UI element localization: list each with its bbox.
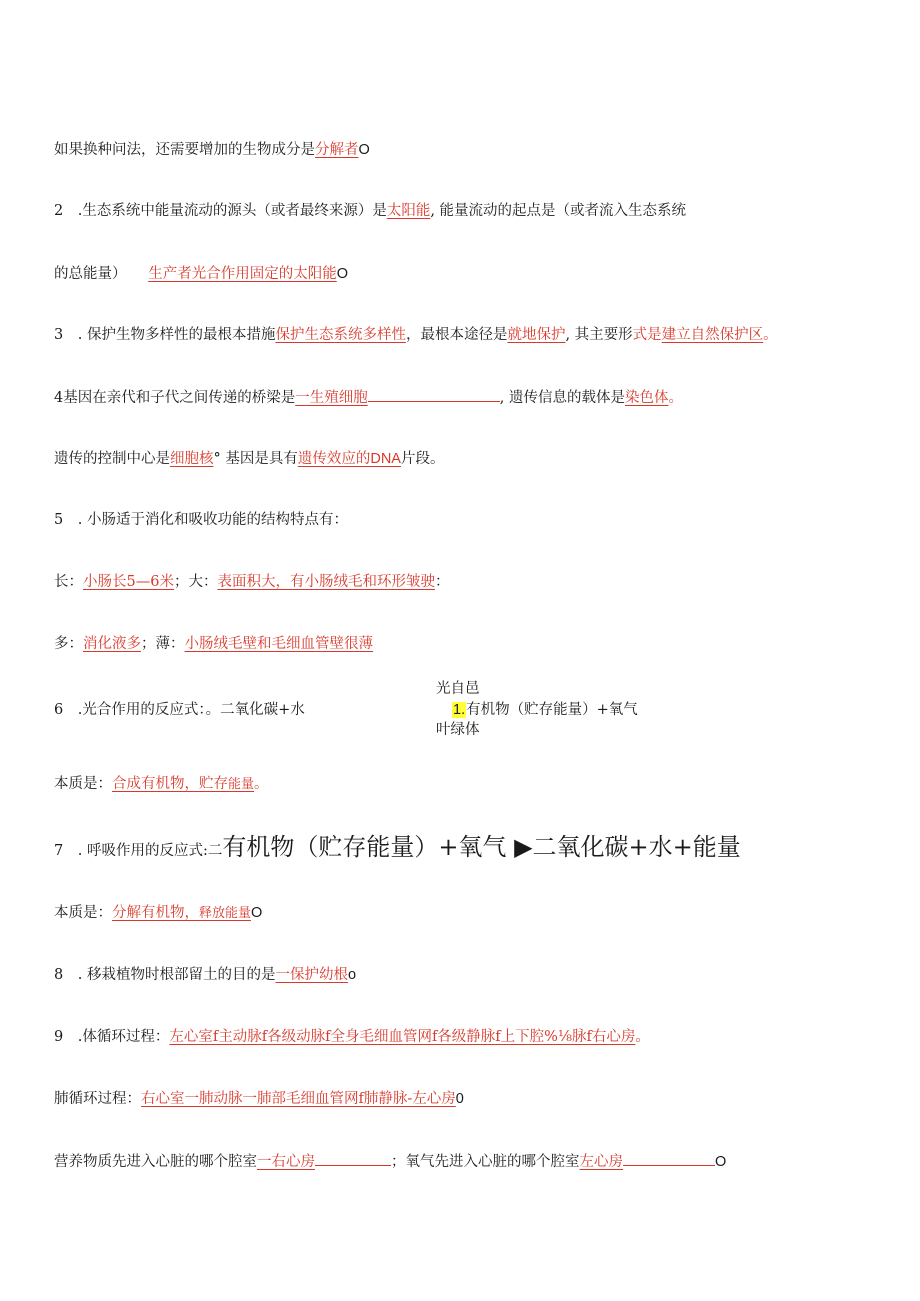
label-text: 长： xyxy=(54,574,83,590)
answer-text-2: 能量 xyxy=(228,776,255,791)
question-2-line-1 xyxy=(54,201,686,221)
question-text: 5 . 小肠适于消化和吸收功能的结构特点有： xyxy=(54,512,348,528)
question-text-2: ；氧气先进入心脏的哪个腔室 xyxy=(391,1154,580,1170)
answer-text: 分解者 xyxy=(315,142,359,158)
question-7-essence xyxy=(54,903,262,923)
answer-text: 右心室一肺动脉一肺部毛细血管网f肺静脉-左心房 xyxy=(141,1091,456,1107)
label-text: 本质是： xyxy=(54,905,112,921)
end-mark: 。 xyxy=(635,1029,650,1045)
end-mark: 。 xyxy=(254,776,269,792)
equation-right xyxy=(452,700,638,720)
end-mark: O xyxy=(251,905,263,921)
question-5-answer-1 xyxy=(54,572,449,592)
question-6-essence xyxy=(54,774,269,794)
question-text: 9 .体循环过程： xyxy=(54,1029,170,1045)
end-mark: 。 xyxy=(763,327,778,343)
question-7-line xyxy=(54,832,741,866)
answer-text-2: 左心房 xyxy=(579,1154,623,1170)
question-text: 7 . 呼吸作用的反应式:二 xyxy=(54,843,223,859)
question-text: 2 .生态系统中能量流动的源头（或者最终来源）是 xyxy=(54,203,387,219)
label-text-2: ；薄： xyxy=(141,636,185,652)
question-text: 肺循环过程： xyxy=(54,1091,141,1107)
respiration-equation: 有机物（贮存能量）+氧气 ▶二氧化碳+水+能量 xyxy=(222,833,741,861)
question-text-3: , 其主要形 xyxy=(565,327,633,343)
answer-line-decomposer xyxy=(54,140,370,160)
question-4-line-1 xyxy=(54,387,683,408)
answer-text-2: 染色体 xyxy=(624,390,669,406)
question-text-2: ° 基因是具有 xyxy=(213,451,298,467)
question-text: 营养物质先进入心脏的哪个腔室 xyxy=(54,1154,257,1170)
equation-mark: 1. xyxy=(453,702,466,718)
question-text-3: 片段。 xyxy=(400,451,445,467)
answer-text-3: DNA xyxy=(370,451,401,467)
answer-text-1: 分解有机物， xyxy=(112,905,199,921)
answer-text: 生产者光合作用固定的太阳能 xyxy=(148,266,337,282)
label-text-2: ；大： xyxy=(173,574,218,590)
question-text: 如果换种问法，还需要增加的生物成分是 xyxy=(54,142,315,158)
answer-text-1: 细胞核 xyxy=(170,451,214,467)
question-text: 8 . 移栽植物时根部留土的目的是 xyxy=(54,967,276,983)
question-5-answer-2 xyxy=(54,634,373,654)
answer-text-1: 合成有机物，贮存 xyxy=(112,776,228,792)
answer-prefix: 式是 xyxy=(632,327,662,343)
answer-text-3: 建立自然保护区 xyxy=(661,327,764,343)
question-text: 3 . 保护生物多样性的最根本措施 xyxy=(54,327,276,343)
question-text-cont: , 能量流动的起点是（或者流入生态系统 xyxy=(430,203,687,219)
answer-text-1: 保护生态系统多样性 xyxy=(275,327,406,343)
answer-text-1: 一右心房 xyxy=(257,1154,315,1170)
question-6-line xyxy=(54,700,305,720)
question-text: 4基因在亲代和子代之间传递的桥梁是 xyxy=(54,390,296,406)
question-text-2: ，最根本途径是 xyxy=(405,327,508,343)
question-4-line-2 xyxy=(54,449,444,469)
answer-blank-1 xyxy=(315,1151,391,1166)
end-mark: O xyxy=(715,1154,727,1170)
answer-text-1: 小肠长5—6米 xyxy=(83,574,174,590)
question-2-line-2 xyxy=(54,264,348,284)
answer-text-2: 小肠绒毛壁和毛细血管壁很薄 xyxy=(184,636,373,652)
end-mark: 0 xyxy=(455,1091,464,1107)
end-mark: ： xyxy=(434,574,450,590)
label-text: 本质是： xyxy=(54,776,112,792)
equation-bottom-label: 叶绿体 xyxy=(436,722,480,738)
question-text: 6 .光合作用的反应式：。二氧化碳+水 xyxy=(54,702,305,718)
end-mark: O xyxy=(358,142,370,158)
question-5-line xyxy=(54,510,348,530)
answer-text: 左心室f主动脉f各级动脉f全身毛细血管网f各级静脉f上下腔%⅛脉f右心房 xyxy=(169,1029,636,1045)
end-mark: O xyxy=(336,266,349,282)
answer-blank-2 xyxy=(623,1151,715,1166)
answer-text-2: 遗传效应的 xyxy=(297,451,371,467)
question-text: 的总能量） xyxy=(54,266,149,282)
equation-products: 有机物（贮存能量）+氧气 xyxy=(466,702,638,718)
answer-text: 太阳能 xyxy=(386,203,431,219)
answer-text-2: 释放能量 xyxy=(199,905,252,920)
question-text: 遗传的控制中心是 xyxy=(54,451,170,467)
question-8-line xyxy=(54,965,356,985)
equation-top-label: 光自邑 xyxy=(436,681,480,697)
pulmonary-circulation-line xyxy=(54,1089,464,1109)
answer-text: 一保护幼根 xyxy=(275,967,348,983)
heart-chamber-line xyxy=(54,1151,726,1172)
answer-text-1: 一生殖细胞 xyxy=(295,390,368,406)
question-9-line xyxy=(54,1027,650,1047)
label-text: 多： xyxy=(54,636,83,652)
end-mark: 。 xyxy=(668,390,683,406)
answer-text-1: 消化液多 xyxy=(83,636,141,652)
question-text-2: , 遗传信息的载体是 xyxy=(499,390,625,406)
end-mark: o xyxy=(347,967,357,983)
answer-blank xyxy=(368,387,500,402)
question-3-line xyxy=(54,325,778,345)
answer-text-2: 表面积大，有小肠绒毛和环形皱驶 xyxy=(217,574,435,590)
answer-text-2: 就地保护 xyxy=(507,327,566,343)
